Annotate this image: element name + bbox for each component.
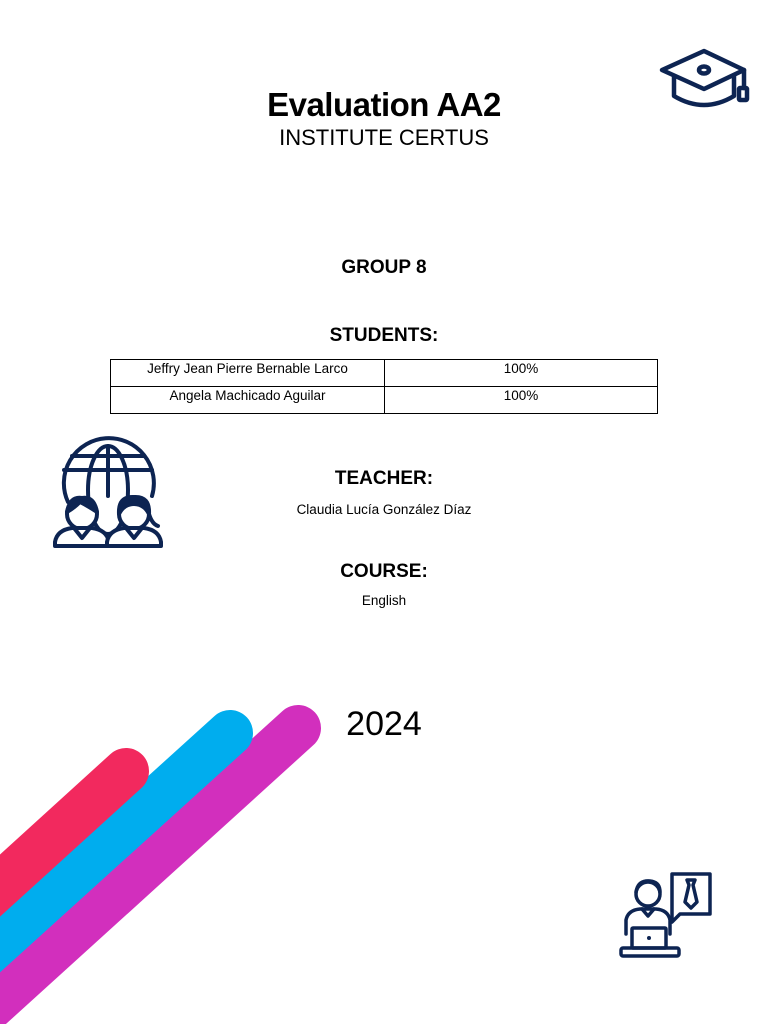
course-name: English	[361, 593, 407, 608]
students-heading: STUDENTS:	[329, 325, 439, 346]
teacher-heading: TEACHER:	[334, 468, 434, 489]
student-participation: 100%	[385, 387, 658, 414]
teacher-name: Claudia Lucía González Díaz	[296, 502, 472, 517]
group-label: GROUP 8	[341, 257, 427, 278]
institute-name: INSTITUTE CERTUS	[279, 125, 489, 150]
student-laptop-icon	[618, 872, 714, 962]
student-name: Angela Machicado Aguilar	[111, 387, 385, 414]
student-name: Jeffry Jean Pierre Bernable Larco	[111, 360, 385, 387]
year-label: 2024	[346, 705, 422, 743]
document-title: Evaluation AA2	[267, 86, 501, 123]
course-heading: COURSE:	[340, 561, 428, 582]
student-participation: 100%	[385, 360, 658, 387]
